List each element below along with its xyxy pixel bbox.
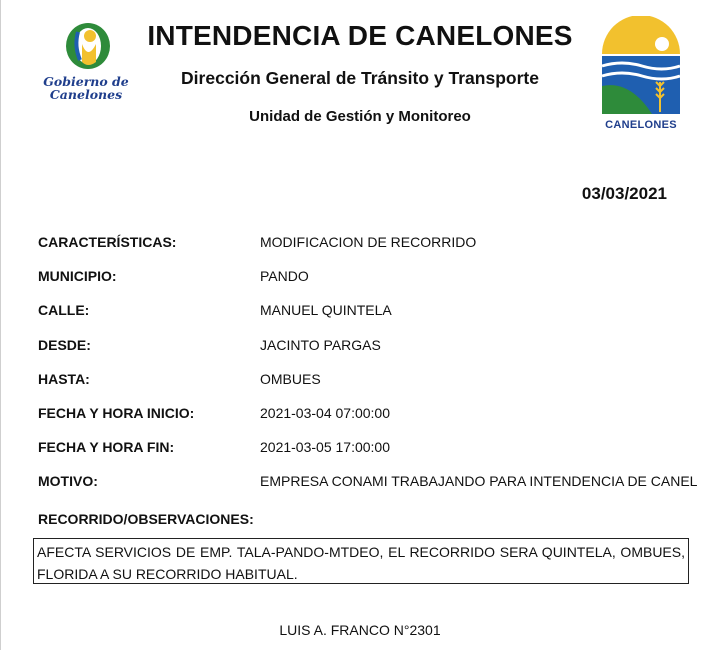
field-value: MODIFICACION DE RECORRIDO [260,234,477,250]
field-row-calle [38,302,720,336]
field-value: JACINTO PARGAS [260,336,381,353]
field-value: OMBUES [260,370,321,387]
observations-label: RECORRIDO/OBSERVACIONES: [38,511,254,527]
field-row-fecha-inicio [38,405,720,439]
field-value: 2021-03-04 07:00:00 [260,404,390,421]
field-label: CARACTERÍSTICAS: [38,234,177,250]
field-value: 2021-03-05 17:00:00 [260,439,390,456]
field-label: MOTIVO: [38,473,98,490]
signature: LUIS A. FRANCO N°2301 [279,622,441,638]
field-row-municipio [38,268,720,302]
field-row-hasta [38,371,720,405]
page-edge-line [0,0,1,650]
document-date: 03/03/2021 [581,184,667,203]
field-value: PANDO [260,268,309,285]
observations-box: AFECTA SERVICIOS DE EMP. TALA-PANDO-MTDEO, EL RECORRIDO SERA QUINTELA, OMBUES, FLORIDA A SU RECORRIDO HABITUAL. [33,538,689,584]
field-row-caracteristicas [38,234,720,268]
field-value: EMPRESA CONAMI TRABAJANDO PARA INTENDENCIA DE CANEL [260,473,698,490]
fields-list [38,234,720,508]
field-row-desde [38,337,720,371]
page-subtitle: Dirección General de Tránsito y Transporte [181,68,539,88]
unit-name: Unidad de Gestión y Monitoreo [249,108,471,125]
field-label: CALLE: [38,302,90,319]
field-label: DESDE: [38,336,91,353]
right-logo-text: CANELONES [605,119,677,131]
page-title: INTENDENCIA DE CANELONES [147,20,573,51]
field-value: MANUEL QUINTELA [260,302,392,319]
field-label: MUNICIPIO: [38,268,117,285]
left-logo-text: Gobierno de Canelones [43,74,129,102]
canelones-logo [600,16,682,116]
field-label: HASTA: [38,370,90,387]
field-row-fecha-fin [38,439,720,473]
field-label: FECHA Y HORA FIN: [38,439,175,456]
field-label: FECHA Y HORA INICIO: [38,404,195,421]
field-row-motivo [38,473,720,507]
